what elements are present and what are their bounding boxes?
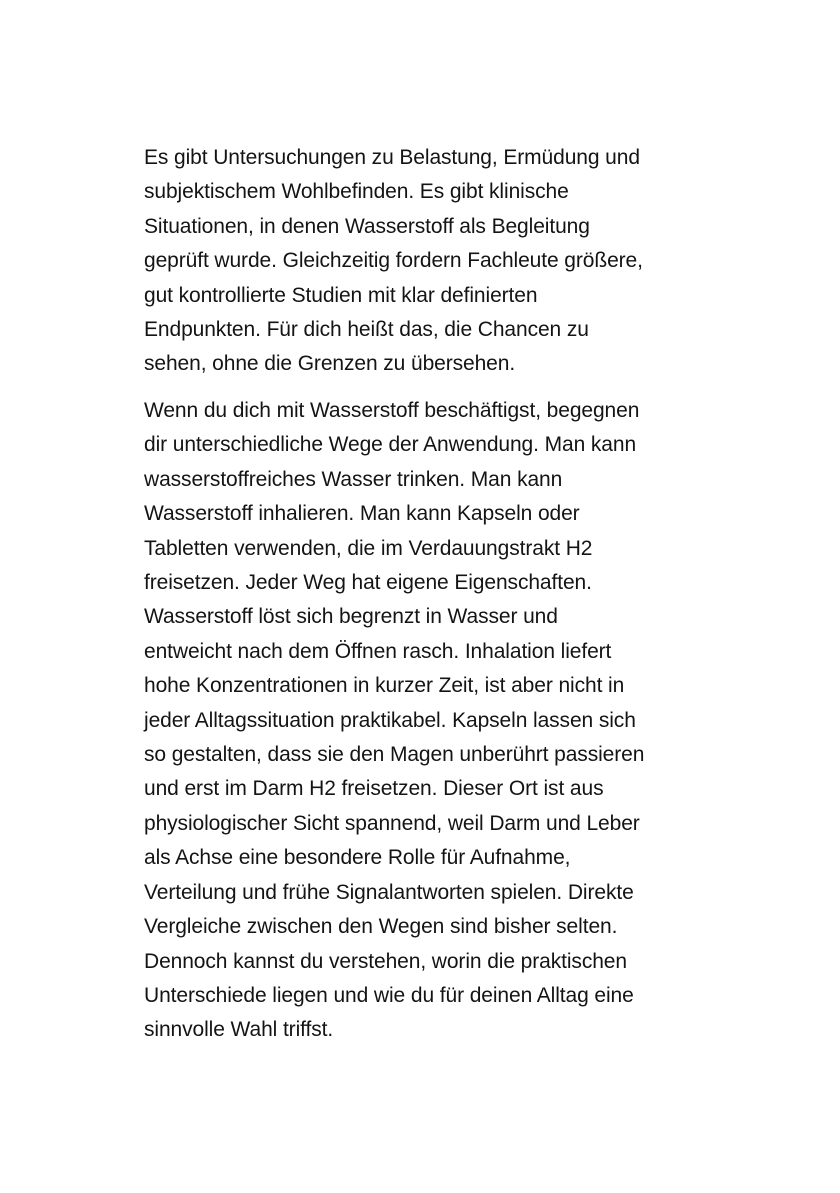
paragraph-line: subjektischem Wohlbefinden. Es gibt klinische bbox=[144, 180, 569, 204]
paragraph-line: physiologischer Sicht spannend, weil Darm und Leber bbox=[144, 811, 640, 835]
paragraph-line: geprüft wurde. Gleichzeitig fordern Fachleute größere, bbox=[144, 249, 643, 273]
paragraph-line: Es gibt Untersuchungen zu Belastung, Ermüdung und bbox=[144, 146, 640, 169]
paragraph-line: gut kontrollierte Studien mit klar definierten bbox=[144, 283, 538, 307]
paragraph-line: so gestalten, dass sie den Magen unberührt passieren bbox=[144, 743, 645, 767]
paragraph-line: Endpunkten. Für dich heißt das, die Chancen zu bbox=[144, 318, 589, 342]
paragraph-line: Unterschiede liegen und wie du für deinen Alltag eine bbox=[144, 983, 634, 1007]
paragraph-line: Tabletten verwenden, die im Verdauungstrakt H2 bbox=[144, 536, 593, 560]
paragraph-application-routes bbox=[144, 394, 704, 1048]
paragraph-line: und erst im Darm H2 freisetzen. Dieser Ort ist aus bbox=[144, 777, 604, 801]
paragraph-line: Vergleiche zwischen den Wegen sind bisher selten. bbox=[144, 915, 618, 939]
paragraph-line: dir unterschiedliche Wege der Anwendung. Man kann bbox=[144, 433, 637, 457]
paragraph-line: Wasserstoff löst sich begrenzt in Wasser und bbox=[144, 605, 558, 629]
paragraph-line: hohe Konzentrationen in kurzer Zeit, ist aber nicht in bbox=[144, 674, 625, 698]
paragraph-line: Wasserstoff inhalieren. Man kann Kapseln oder bbox=[144, 502, 580, 526]
paragraph-line: Verteilung und frühe Signalantworten spielen. Direkte bbox=[144, 880, 634, 904]
paragraph-line: Situationen, in denen Wasserstoff als Begleitung bbox=[144, 214, 590, 238]
paragraph-line: Dennoch kannst du verstehen, worin die praktischen bbox=[144, 949, 627, 973]
paragraph-line: wasserstoffreiches Wasser trinken. Man kann bbox=[144, 467, 563, 491]
paragraph-study-overview bbox=[144, 141, 704, 382]
paragraph-line: entweicht nach dem Öffnen rasch. Inhalation liefert bbox=[144, 639, 612, 663]
paragraph-line: jeder Alltagssituation praktikabel. Kapseln lassen sich bbox=[144, 708, 636, 732]
paragraph-line: freisetzen. Jeder Weg hat eigene Eigenschaften. bbox=[144, 571, 592, 595]
paragraph-line: sinnvolle Wahl triffst. bbox=[144, 1018, 334, 1042]
paragraph-line: Wenn du dich mit Wasserstoff beschäftigst, begegnen bbox=[144, 399, 640, 422]
paragraph-line: sehen, ohne die Grenzen zu übersehen. bbox=[144, 352, 516, 376]
paragraph-line: als Achse eine besondere Rolle für Aufnahme, bbox=[144, 846, 571, 870]
